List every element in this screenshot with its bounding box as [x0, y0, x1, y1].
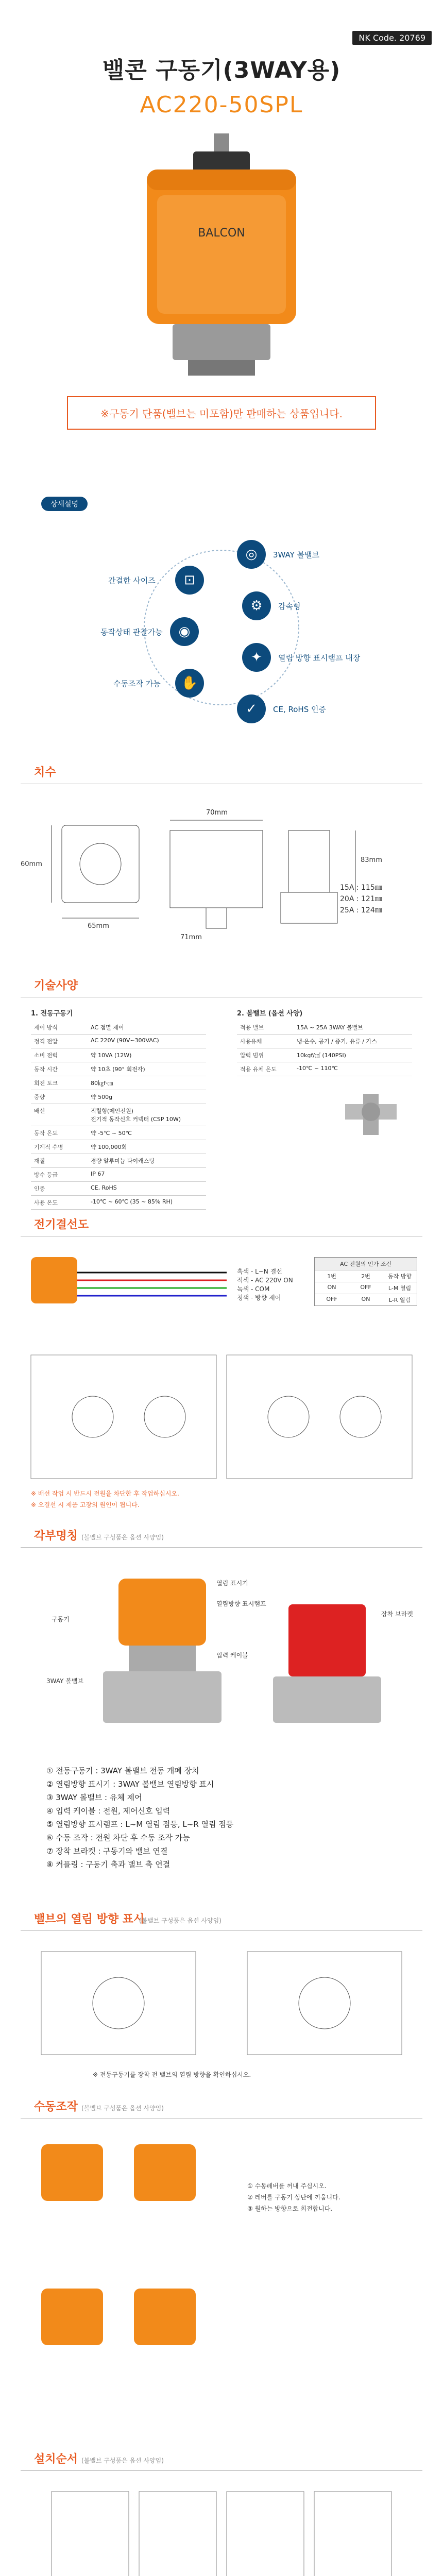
spec-row [31, 1154, 206, 1168]
wire-table-rows [315, 1270, 417, 1306]
tech-title: 기술사양 [34, 979, 78, 992]
manual-step-1: ① 수동레버를 꺼내 주십시오. [247, 2182, 327, 2190]
wire-table-cell: 1번 [327, 1273, 336, 1280]
spec-value: IP 67 [88, 1168, 206, 1182]
manual-step-3: ③ 원하는 방향으로 회전합니다. [247, 2205, 333, 2212]
spec-row [31, 1090, 206, 1104]
spec-key: 적용 유체 온도 [237, 1062, 294, 1076]
part-label-2: 열림방향 표시램프 [216, 1600, 266, 1607]
spec-key: 방수 등급 [31, 1168, 88, 1182]
install-section [0, 2448, 443, 2576]
dim-71: 71mm [180, 934, 202, 941]
parts-list-item: ② 열림방향 표시기 : 3WAY 볼밸브 열림방향 표시 [46, 1780, 214, 1789]
spec-value: AC 220V (90V~300VAC) [88, 1035, 206, 1048]
parts-section [0, 1525, 443, 1908]
wire-table-cell: ON [361, 1296, 370, 1302]
wire-table-row [315, 1294, 417, 1306]
parts-list [46, 1764, 233, 1871]
part-label-6: 장착 브라켓 [381, 1611, 413, 1618]
spec-row [31, 1104, 206, 1126]
features-section [0, 492, 443, 746]
manual-step-2: ② 레버를 구동기 상단에 끼웁니다. [247, 2194, 340, 2201]
feature-label-2: 간결한 사이즈 [108, 576, 156, 585]
spec-value: 15A ~ 25A 3WAY 볼밸브 [294, 1021, 412, 1035]
part-label-3: 구동기 [52, 1616, 70, 1623]
parts-list-item: ⑥ 수동 조작 : 전원 차단 후 수동 조작 가능 [46, 1833, 190, 1842]
spec-value: 냉·온수, 공기 / 증기, 유류 / 가스 [294, 1035, 412, 1048]
product-title: 밸콘 구동기(3WAY용) [102, 57, 341, 83]
dimension-section [0, 761, 443, 970]
spec-key: 동작 온도 [31, 1126, 88, 1140]
spec-row [237, 1062, 412, 1076]
spec-left-title: 1. 전동구동기 [31, 1010, 73, 1018]
wiring-section [0, 1214, 443, 1525]
spec-row [31, 1140, 206, 1154]
wire-table-row [315, 1270, 417, 1282]
dim-70: 70mm [206, 809, 228, 817]
spec-value: 약 500g [88, 1090, 206, 1104]
part-label-1: 열림 표시기 [216, 1580, 248, 1587]
parts-list-item: ① 전동구동기 : 3WAY 볼밸브 전동 개폐 장치 [46, 1766, 199, 1775]
brand-text: BALCON [198, 227, 245, 240]
features-pill: 상세설명 [41, 497, 88, 511]
spec-left [31, 1008, 216, 1210]
wire-legend [237, 1267, 293, 1302]
wiring-body [0, 1236, 443, 1525]
direction-head [21, 1908, 422, 1931]
spec-key: 사용유체 [237, 1035, 294, 1048]
spec-row [31, 1126, 206, 1140]
spec-right-title: 2. 볼밸브 (옵션 사양) [237, 1010, 303, 1018]
spec-key: 소비 전력 [31, 1048, 88, 1062]
parts-title: 각부명칭 [34, 1530, 78, 1543]
hand-icon: ✋ [175, 669, 204, 698]
parts-list-item: ⑧ 커플링 : 구동기 축과 밸브 축 연결 [46, 1860, 171, 1869]
install-title: 설치순서 [34, 2453, 78, 2466]
feature-label-4: 동작상태 관찰가능 [100, 628, 163, 637]
spec-row [237, 1035, 412, 1048]
wiring-note-1: ※ 배선 작업 시 반드시 전원을 차단한 후 작업하십시오. [31, 1490, 179, 1497]
gear-icon: ⚙ [242, 591, 271, 620]
spec-row [31, 1076, 206, 1090]
spec-right-table [237, 1021, 412, 1076]
dim-60: 60mm [21, 860, 42, 868]
spec-right [237, 1008, 422, 1137]
spec-value: AC 점멸 제어 [88, 1021, 206, 1035]
manual-head [21, 2096, 422, 2119]
dimension-head [21, 761, 422, 784]
spec-row [31, 1062, 206, 1076]
parts-body [0, 1548, 443, 1908]
wiring-title: 전기결선도 [34, 1218, 89, 1231]
direction-title: 밸브의 열림 방향 표시 [34, 1913, 145, 1926]
spec-key: 동작 시간 [31, 1062, 88, 1076]
dimension-drawing [0, 784, 443, 970]
manual-diagram [0, 2119, 443, 2448]
spec-key: 재질 [31, 1154, 88, 1168]
actuator-icon [137, 133, 306, 376]
spec-key: 회전 토크 [31, 1076, 88, 1090]
parts-list-item: ④ 입력 케이블 : 전원, 제어신호 입력 [46, 1806, 171, 1816]
direction-desc: ※ 전동구동기를 장착 전 밸브의 열림 방향을 확인하십시오. [93, 2071, 251, 2078]
part-label-4: 3WAY 볼밸브 [46, 1677, 84, 1685]
spec-key: 사용 온도 [31, 1196, 88, 1210]
ball-valve-icon [340, 1083, 402, 1135]
spec-value: -10℃ ~ 110℃ [294, 1062, 412, 1076]
parts-head [21, 1525, 422, 1548]
spec-row [31, 1168, 206, 1182]
manual-section [0, 2096, 443, 2448]
spec-value: -10℃ ~ 60℃ (35 ~ 85% RH) [88, 1196, 206, 1210]
dim-size-15a: 15A : 115㎜ [340, 884, 382, 892]
wire-table-cell: OFF [326, 1296, 337, 1302]
wire-table-cell: OFF [360, 1284, 371, 1291]
features-lines [0, 524, 443, 746]
spec-value: 경량 알루미늄 다이캐스팅 [88, 1154, 206, 1168]
spec-value: 약 -5℃ ~ 50℃ [88, 1126, 206, 1140]
wire-table-cell: 2번 [361, 1273, 370, 1280]
feature-label-5: 열림 방향 표시램프 내장 [278, 653, 361, 663]
spec-value: 80㎏f·㎝ [88, 1076, 206, 1090]
lamp-icon: ✦ [242, 643, 271, 672]
wire-legend-black: 흑색 - L~N 결선 [237, 1268, 282, 1275]
spec-key: 기계적 수명 [31, 1140, 88, 1154]
spec-key: 제어 방식 [31, 1021, 88, 1035]
direction-note: (볼밸브 구성품은 옵션 사양임) [139, 1917, 222, 1924]
feature-label-1: 3WAY 볼밸브 [273, 550, 320, 560]
wire-table-row [315, 1282, 417, 1294]
spec-row [31, 1035, 206, 1048]
wiring-head [21, 1214, 422, 1236]
features-head [21, 492, 422, 514]
manual-title: 수동조작 [34, 2100, 78, 2113]
install-diagram [0, 2471, 443, 2576]
manual-body [0, 2119, 443, 2448]
tech-body [0, 997, 443, 1214]
wire-legend-green: 녹색 - COM [237, 1285, 270, 1293]
product-model: AC220-50SPL [140, 92, 303, 118]
direction-diagram [0, 1931, 443, 2065]
parts-note: (볼밸브 구성품은 옵션 사양임) [81, 1534, 164, 1541]
spec-value: 10kgf/㎠ (140PSI) [294, 1048, 412, 1062]
manual-steps [247, 2180, 340, 2214]
direction-section [0, 1908, 443, 2096]
feature-label-3: 감속형 [278, 602, 301, 611]
parts-list-item: ⑤ 열림방향 표시램프 : L~M 열림 점등, L~R 열림 점등 [46, 1820, 234, 1829]
features-diagram [0, 524, 443, 746]
dim-size-list [340, 882, 382, 916]
install-body [0, 2471, 443, 2576]
spec-key: 배선 [31, 1104, 88, 1126]
eye-icon: ◉ [170, 617, 199, 646]
wire-table-title: AC 전원의 인가 조건 [315, 1258, 417, 1270]
spec-key: 정격 전압 [31, 1035, 88, 1048]
direction-body [0, 1931, 443, 2096]
spec-key: 인증 [31, 1182, 88, 1196]
install-note: (볼밸브 구성품은 옵션 사양임) [81, 2457, 164, 2464]
wire-condition-table [314, 1257, 417, 1306]
parts-list-item: ⑦ 장착 브라켓 : 구동기와 밸브 연결 [46, 1846, 168, 1856]
feature-label-7: CE, RoHS 인증 [273, 705, 326, 714]
wiring-note-2: ※ 오결선 시 제품 고장의 원인이 됩니다. [31, 1501, 140, 1509]
wire-legend-blue: 청색 - 방향 제어 [237, 1294, 281, 1301]
title-block [0, 0, 443, 118]
wire-table-cell: 동작 방향 [387, 1273, 412, 1280]
dimension-title: 치수 [34, 766, 56, 779]
hero-image [0, 118, 443, 386]
spec-value: 약 100,000회 [88, 1140, 206, 1154]
notice-box: ※구동기 단품(밸브는 미포함)만 판매하는 상품입니다. [67, 396, 376, 430]
wire-legend-red: 적색 - AC 220V ON [237, 1277, 293, 1284]
spec-row [31, 1182, 206, 1196]
tech-section [0, 975, 443, 1214]
spec-row [237, 1048, 412, 1062]
dim-65: 65mm [88, 922, 109, 930]
tech-head [21, 975, 422, 997]
wire-table-cell: L-R 열림 [388, 1297, 411, 1303]
spec-key: 적용 밸브 [237, 1021, 294, 1035]
spec-value: 약 10VA (12W) [88, 1048, 206, 1062]
spec-row [31, 1021, 206, 1035]
spec-row [31, 1196, 206, 1210]
spec-left-table [31, 1021, 206, 1210]
feature-label-6: 수동조작 가능 [113, 679, 161, 688]
spec-key: 압력 범위 [237, 1048, 294, 1062]
dim-size-20a: 20A : 121㎜ [340, 895, 382, 903]
spec-key: 중량 [31, 1090, 88, 1104]
dim-83: 83mm [361, 856, 382, 864]
cert-icon: ✓ [237, 694, 266, 723]
wire-table-cell: L-M 열림 [388, 1285, 412, 1292]
install-head [21, 2448, 422, 2471]
dim-size-25a: 25A : 124㎜ [340, 906, 382, 914]
wire-table-cell: ON [327, 1284, 336, 1291]
spec-value: CE, RoHS [88, 1182, 206, 1196]
compact-icon: ⊡ [175, 566, 204, 595]
spec-row [31, 1048, 206, 1062]
part-label-5: 입력 케이블 [216, 1652, 248, 1659]
nk-code-badge: NK Code. 20769 [352, 31, 432, 45]
parts-list-item: ③ 3WAY 볼밸브 : 유체 제어 [46, 1793, 142, 1802]
spec-row [237, 1021, 412, 1035]
manual-note: (볼밸브 구성품은 옵션 사양임) [81, 2105, 164, 2112]
spec-value: 직렬형(메인전원) 전기적 동작신호 커넥터 (CSP 10W) [88, 1104, 206, 1126]
spec-value: 약 10초 (90° 회전각) [88, 1062, 206, 1076]
valve-icon: ◎ [237, 540, 266, 569]
